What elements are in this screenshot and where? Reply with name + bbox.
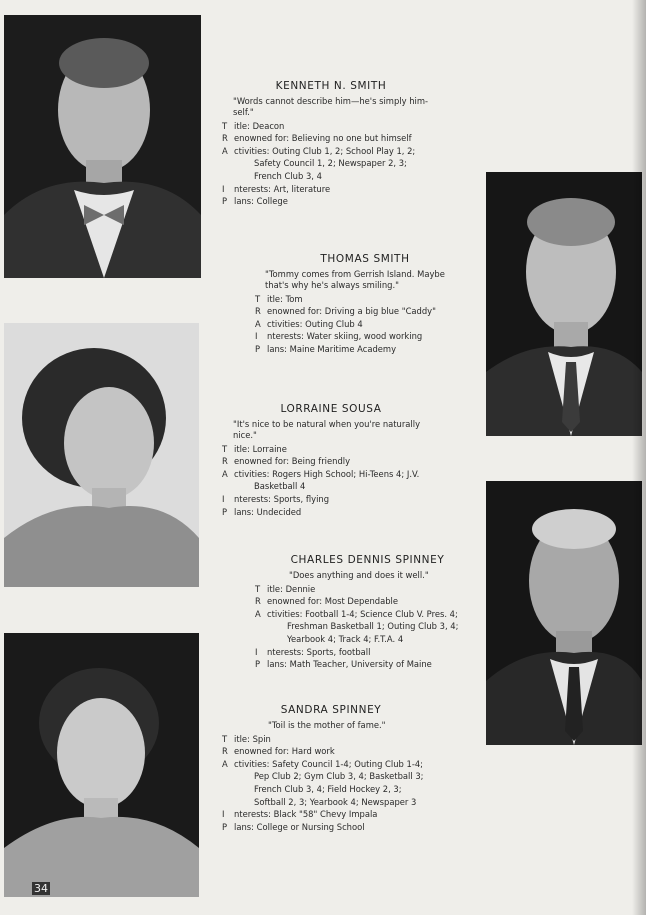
activities-continued: Basketball 4 bbox=[254, 481, 306, 492]
label-cap: T bbox=[255, 583, 261, 594]
label-cap: P bbox=[222, 196, 228, 207]
label-activities: ctivities: bbox=[267, 608, 303, 619]
label-title: itle: bbox=[234, 443, 250, 454]
label-title: itle: bbox=[267, 293, 283, 304]
label-activities: ctivities: bbox=[234, 758, 270, 769]
renowned-value: Believing no one but himself bbox=[291, 133, 412, 144]
label-interests: nterests: bbox=[234, 493, 271, 504]
activities-continued: Freshman Basketball 1; Outing Club 3, 4; bbox=[287, 621, 459, 632]
label-plans: lans: bbox=[267, 659, 287, 670]
label-activities: ctivities: bbox=[234, 145, 270, 156]
label-cap: T bbox=[222, 443, 228, 454]
activities-continued: Pep Club 2; Gym Club 3, 4; Basketball 3; bbox=[254, 771, 424, 782]
label-title: itle: bbox=[267, 583, 283, 594]
quote-line: "Does anything and does it well." bbox=[289, 569, 429, 580]
label-cap: A bbox=[222, 758, 228, 769]
entry-charles-dennis-spinney bbox=[255, 554, 480, 671]
renowned-value: Driving a big blue "Caddy" bbox=[324, 306, 436, 317]
activities-value: Safety Council 1-4; Outing Club 1-4; bbox=[272, 758, 424, 769]
label-cap: P bbox=[255, 659, 261, 670]
label-plans: lans: bbox=[234, 506, 254, 517]
quote-line: "It's nice to be natural when you're naturally bbox=[233, 418, 421, 429]
entry-kenneth-smith bbox=[222, 80, 440, 208]
activities-continued: Safety Council 1, 2; Newspaper 2, 3; bbox=[254, 158, 407, 169]
renowned-value: Being friendly bbox=[291, 456, 351, 467]
label-interests: nterests: bbox=[234, 183, 271, 194]
label-activities: ctivities: bbox=[267, 318, 303, 329]
page-number: 34 bbox=[34, 882, 48, 895]
label-cap: P bbox=[255, 343, 261, 354]
label-title: itle: bbox=[234, 733, 250, 744]
label-cap: R bbox=[222, 133, 228, 144]
interests-value: Sports, flying bbox=[273, 493, 330, 504]
activities-value: Outing Club 4 bbox=[305, 318, 363, 329]
plans-value: College bbox=[256, 196, 288, 207]
label-cap: T bbox=[255, 293, 261, 304]
label-renowned: enowned for: bbox=[234, 456, 290, 467]
portrait-lorraine-sousa bbox=[4, 323, 199, 587]
quote-line: "Toil is the mother of fame." bbox=[268, 719, 386, 730]
portrait-charles-dennis-spinney bbox=[486, 481, 642, 745]
interests-value: Art, literature bbox=[273, 183, 331, 194]
label-renowned: enowned for: bbox=[267, 596, 323, 607]
title-value: Lorraine bbox=[252, 443, 287, 454]
quote-line: "Tommy comes from Gerrish Island. Maybe bbox=[265, 268, 445, 279]
title-value: Dennie bbox=[285, 583, 316, 594]
quote-line: "Words cannot describe him—he's simply him- bbox=[233, 95, 429, 106]
portrait-kenneth-smith bbox=[4, 15, 201, 278]
label-interests: nterests: bbox=[234, 809, 271, 820]
label-cap: T bbox=[222, 733, 228, 744]
title-value: Deacon bbox=[252, 120, 285, 131]
quote-line: self." bbox=[233, 106, 254, 117]
label-plans: lans: bbox=[234, 821, 254, 832]
label-cap: T bbox=[222, 120, 228, 131]
activities-continued: French Club 3, 4 bbox=[254, 170, 322, 181]
label-cap: I bbox=[255, 646, 258, 657]
label-cap: A bbox=[222, 468, 228, 479]
label-cap: I bbox=[222, 183, 225, 194]
student-name: KENNETH N. SMITH bbox=[275, 80, 387, 92]
label-cap: A bbox=[255, 318, 261, 329]
page-edge-shadow bbox=[632, 0, 646, 915]
label-cap: I bbox=[255, 331, 258, 342]
label-cap: R bbox=[222, 746, 228, 757]
label-interests: nterests: bbox=[267, 331, 304, 342]
activities-value: Rogers High School; Hi-Teens 4; J.V. bbox=[272, 468, 420, 479]
label-cap: P bbox=[222, 821, 228, 832]
activities-value: Outing Club 1, 2; School Play 1, 2; bbox=[272, 145, 416, 156]
quote-line: that's why he's always smiling." bbox=[265, 279, 399, 290]
label-cap: R bbox=[255, 596, 261, 607]
label-cap: I bbox=[222, 493, 225, 504]
portrait-thomas-smith bbox=[486, 172, 642, 436]
student-name: SANDRA SPINNEY bbox=[280, 704, 382, 716]
interests-value: Black "58" Chevy Impala bbox=[273, 809, 378, 820]
interests-value: Sports, football bbox=[306, 646, 371, 657]
portrait-sandra-spinney bbox=[4, 633, 199, 897]
plans-value: Maine Maritime Academy bbox=[289, 343, 397, 354]
label-cap: R bbox=[222, 456, 228, 467]
label-cap: A bbox=[255, 608, 261, 619]
label-renowned: enowned for: bbox=[267, 306, 323, 317]
label-cap: R bbox=[255, 306, 261, 317]
renowned-value: Most Dependable bbox=[324, 596, 399, 607]
plans-value: Math Teacher, University of Maine bbox=[289, 659, 432, 670]
title-value: Spin bbox=[252, 733, 271, 744]
label-renowned: enowned for: bbox=[234, 133, 290, 144]
student-name: LORRAINE SOUSA bbox=[280, 403, 382, 415]
entry-lorraine-sousa bbox=[222, 403, 440, 518]
entry-sandra-spinney bbox=[222, 704, 440, 833]
label-title: itle: bbox=[234, 120, 250, 131]
label-plans: lans: bbox=[267, 343, 287, 354]
plans-value: College or Nursing School bbox=[256, 821, 365, 832]
activities-continued: Yearbook 4; Track 4; F.T.A. 4 bbox=[287, 633, 404, 644]
label-plans: lans: bbox=[234, 196, 254, 207]
student-name: CHARLES DENNIS SPINNEY bbox=[290, 554, 445, 566]
renowned-value: Hard work bbox=[291, 746, 335, 757]
label-interests: nterests: bbox=[267, 646, 304, 657]
label-cap: P bbox=[222, 506, 228, 517]
title-value: Tom bbox=[285, 293, 303, 304]
label-cap: A bbox=[222, 145, 228, 156]
activities-continued: French Club 3, 4; Field Hockey 2, 3; bbox=[254, 783, 402, 794]
activities-value: Football 1-4; Science Club V. Pres. 4; bbox=[305, 608, 458, 619]
label-activities: ctivities: bbox=[234, 468, 270, 479]
plans-value: Undecided bbox=[256, 506, 302, 517]
quote-line: nice." bbox=[233, 429, 257, 440]
entry-thomas-smith bbox=[255, 253, 475, 356]
label-renowned: enowned for: bbox=[234, 746, 290, 757]
label-cap: I bbox=[222, 809, 225, 820]
interests-value: Water skiing, wood working bbox=[306, 331, 423, 342]
student-name: THOMAS SMITH bbox=[320, 253, 410, 265]
activities-continued: Softball 2, 3; Yearbook 4; Newspaper 3 bbox=[254, 796, 417, 807]
